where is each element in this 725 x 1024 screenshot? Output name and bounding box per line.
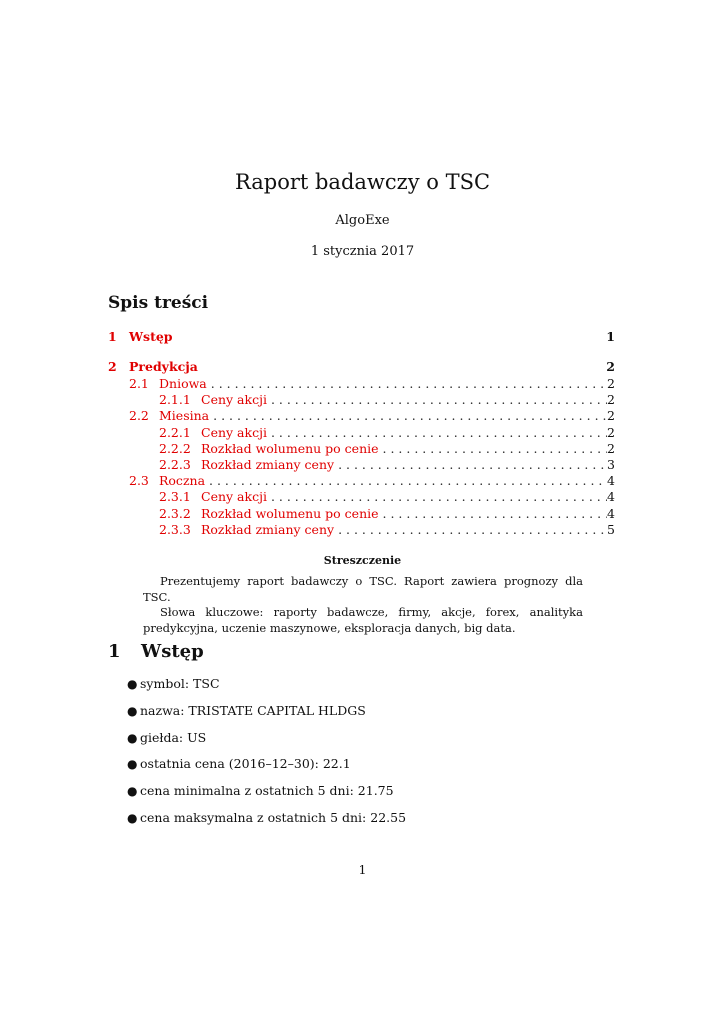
document-author: AlgoExe (335, 213, 390, 228)
toc-entry-2-2-2[interactable] (108, 441, 615, 457)
toc-entry-2-1-1[interactable] (108, 392, 615, 408)
abstract-body (143, 574, 583, 636)
toc-entry-link[interactable]: Rozkład wolumenu po cenie (201, 440, 379, 456)
list-item (127, 809, 406, 836)
toc-leader (205, 473, 607, 489)
info-list (127, 675, 406, 836)
toc-entry-2-3[interactable] (108, 473, 615, 489)
toc-entry-2-3-1[interactable] (108, 489, 615, 505)
toc-leader (267, 489, 607, 505)
toc-entry-number: 2.3.1 (159, 489, 191, 505)
list-item-text: ostatnia cena (2016–12–30): 22.1 (140, 756, 351, 772)
toc-entry-link[interactable]: Rozkład zmiany ceny (201, 456, 335, 472)
toc-entry-page: 4 (607, 473, 615, 489)
toc-entry-page: 2 (606, 359, 615, 374)
toc-leader (379, 506, 607, 522)
toc-entry-page: 2 (607, 392, 615, 408)
toc-entry-page: 4 (607, 505, 615, 521)
bullet-icon: ● (127, 784, 138, 799)
list-item (127, 702, 406, 729)
list-item-text: symbol: TSC (140, 676, 220, 691)
toc-entry-page: 2 (607, 376, 615, 391)
list-item-text: giełda: US (140, 729, 207, 745)
toc-entry-2[interactable] (108, 358, 615, 376)
toc-leader (207, 376, 607, 392)
section-number: 1 (108, 641, 121, 662)
toc-entry-page: 2 (607, 424, 615, 440)
toc-entry-2-1[interactable] (108, 376, 615, 392)
toc-entry-number: 2.2.2 (159, 440, 191, 456)
toc-leader (379, 441, 607, 457)
list-item-text: nazwa: TRISTATE CAPITAL HLDGS (140, 702, 366, 718)
toc-entry-number: 2 (108, 359, 117, 374)
toc-entry-number: 2.3.2 (159, 505, 191, 521)
table-of-contents (108, 328, 615, 538)
toc-entry-number: 2.1 (129, 376, 149, 391)
toc-entry-page: 1 (606, 329, 615, 344)
section-heading (108, 641, 204, 662)
toc-entry-link[interactable]: Ceny akcji (201, 392, 267, 408)
bullet-icon: ● (127, 677, 138, 691)
toc-entry-1[interactable] (108, 328, 615, 346)
toc-entry-link[interactable]: Rozkład zmiany ceny (201, 521, 335, 537)
toc-entry-page: 2 (607, 408, 615, 424)
toc-entry-2-2-1[interactable] (108, 425, 615, 441)
abstract-paragraph: Prezentujemy raport badawczy o TSC. Raport zawiera prognozy dla TSC. (143, 574, 583, 604)
toc-entry-link[interactable]: Ceny akcji (201, 489, 267, 505)
list-item (127, 675, 406, 702)
bullet-icon: ● (127, 757, 138, 772)
toc-entry-number: 2.3.3 (159, 521, 191, 537)
abstract-keywords: Słowa kluczowe: raporty badawcze, firmy, akcje, forex, analityka predykcyjna, uczenie maszynowe, eksploracja danych, big data. (143, 605, 583, 635)
toc-leader (209, 408, 607, 424)
section-title: Wstęp (141, 641, 204, 662)
toc-entry-2-2[interactable] (108, 408, 615, 424)
toc-entry-number: 1 (108, 329, 117, 344)
toc-entry-page: 2 (607, 440, 615, 456)
document-title: Raport badawczy o TSC (234, 170, 491, 194)
toc-entry-number: 2.2 (129, 408, 149, 424)
toc-entry-link[interactable]: Miesina (159, 408, 210, 424)
document-date: 1 stycznia 2017 (310, 244, 415, 259)
list-item (127, 729, 406, 756)
bullet-icon: ● (127, 810, 138, 825)
toc-entry-link[interactable]: Roczna (159, 473, 206, 489)
toc-entry-page: 5 (607, 521, 615, 537)
toc-entry-number: 2.3 (129, 473, 149, 489)
bullet-icon: ● (127, 703, 138, 718)
toc-entry-number: 2.2.3 (159, 456, 191, 472)
list-item (127, 755, 406, 782)
toc-leader (267, 392, 607, 408)
page-number: 1 (358, 862, 367, 877)
toc-entry-link[interactable]: Wstęp (129, 329, 173, 344)
toc-entry-link[interactable]: Dniowa (159, 376, 207, 391)
toc-entry-link[interactable]: Rozkład wolumenu po cenie (201, 505, 379, 521)
toc-entry-page: 3 (607, 456, 615, 472)
toc-entry-2-3-2[interactable] (108, 506, 615, 522)
toc-heading: Spis treści (108, 293, 209, 313)
toc-entry-2-3-3[interactable] (108, 522, 615, 538)
list-item (127, 782, 406, 809)
toc-entry-link[interactable]: Predykcja (129, 359, 198, 374)
list-item-text: cena minimalna z ostatnich 5 dni: 21.75 (140, 783, 394, 799)
toc-entry-number: 2.1.1 (159, 392, 191, 408)
toc-entry-2-2-3[interactable] (108, 457, 615, 473)
toc-entry-number: 2.2.1 (159, 424, 191, 440)
list-item-text: cena maksymalna z ostatnich 5 dni: 22.55 (140, 809, 407, 825)
toc-leader (267, 425, 607, 441)
bullet-icon: ● (127, 730, 138, 745)
abstract-title: Streszczenie (323, 554, 402, 567)
toc-leader (334, 457, 607, 473)
toc-leader (334, 522, 607, 538)
toc-entry-link[interactable]: Ceny akcji (201, 424, 267, 440)
toc-entry-page: 4 (607, 489, 615, 505)
